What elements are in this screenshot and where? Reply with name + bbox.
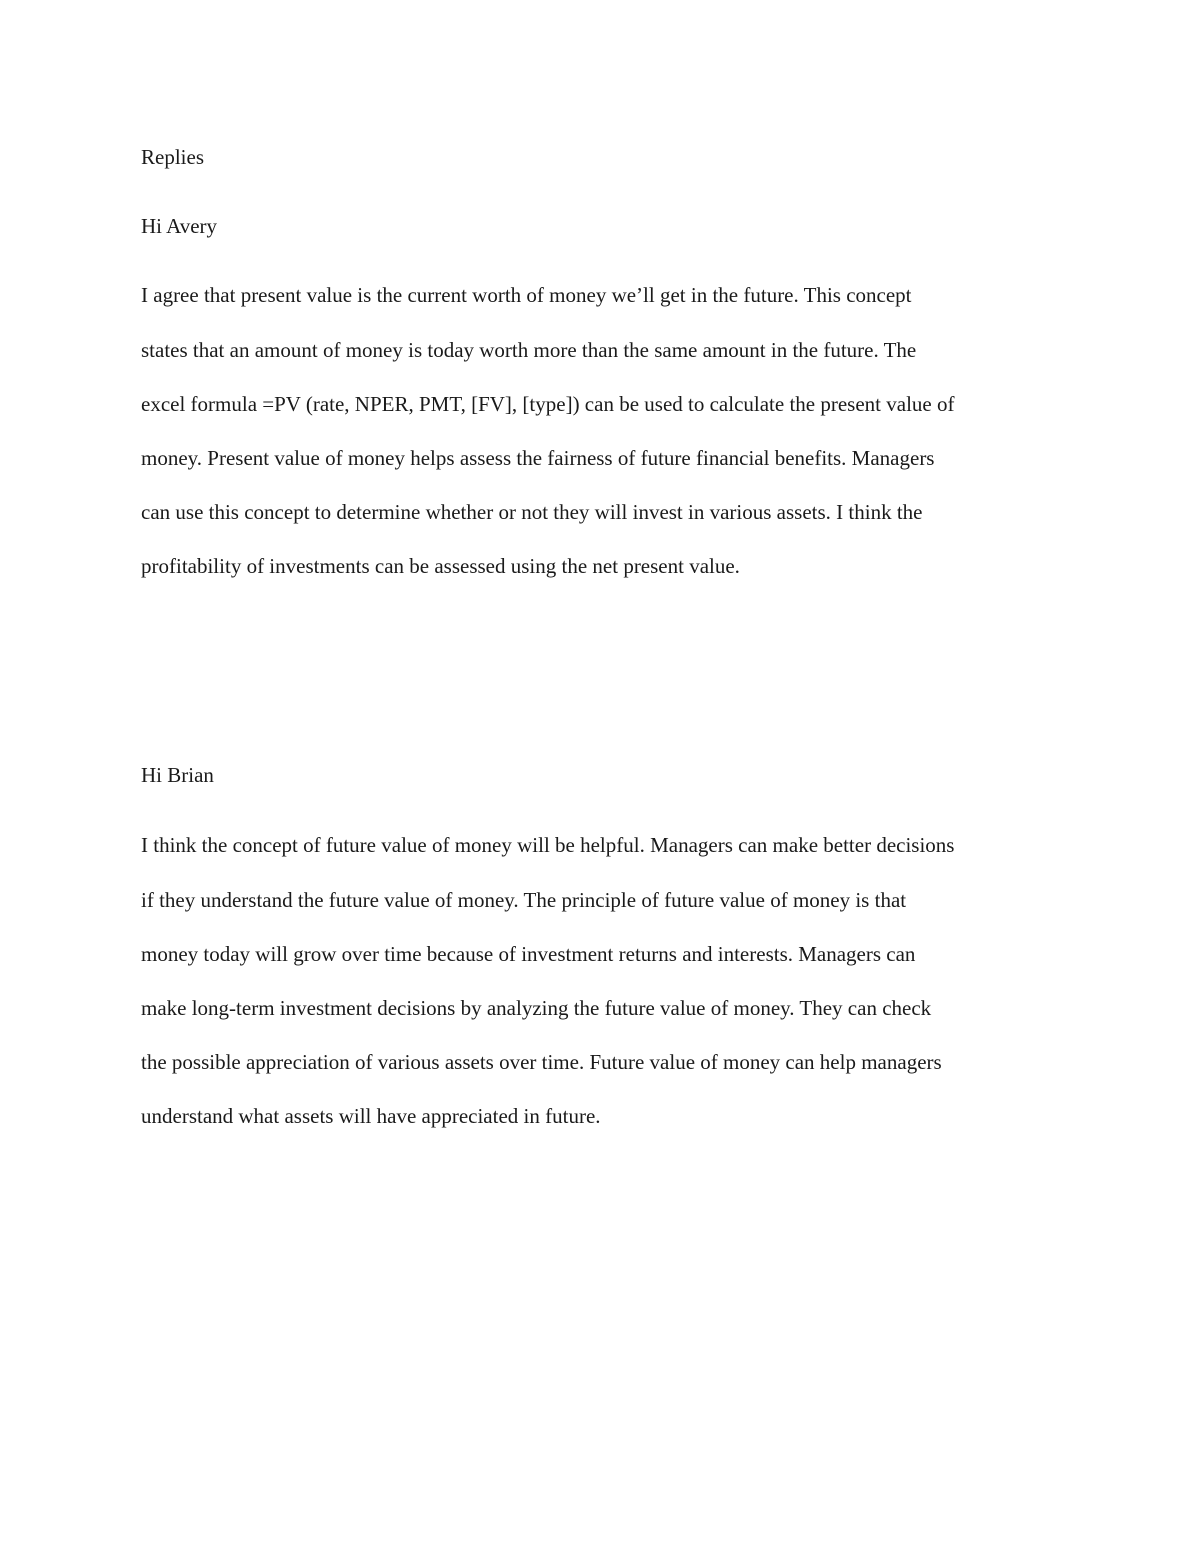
paragraph-line: excel formula =PV (rate, NPER, PMT, [FV], [type]) can be used to calculate the present value of [141,392,955,416]
paragraph-line: the possible appreciation of various assets over time. Future value of money can help managers [141,1050,942,1074]
paragraph-line: understand what assets will have appreciated in future. [141,1104,601,1128]
reply-greeting: Hi Brian [141,763,214,787]
paragraph-line: money. Present value of money helps assess the fairness of future financial benefits. Managers [141,446,935,470]
paragraph-line: profitability of investments can be assessed using the net present value. [141,554,740,578]
paragraph-line: if they understand the future value of money. The principle of future value of money is that [141,888,907,912]
paragraph-line: money today will grow over time because of investment returns and interests. Managers can [141,942,916,966]
page-heading: Replies [141,145,204,169]
paragraph-line: states that an amount of money is today worth more than the same amount in the future. The [141,338,917,362]
reply-greeting: Hi Avery [141,214,218,238]
paragraph-line: make long-term investment decisions by analyzing the future value of money. They can check [141,996,932,1020]
paragraph-line: I think the concept of future value of money will be helpful. Managers can make better decisions [141,833,955,857]
paragraph-line: can use this concept to determine whether or not they will invest in various assets. I think the [141,500,923,524]
paragraph-line: I agree that present value is the current worth of money we’ll get in the future. This concept [141,283,912,307]
